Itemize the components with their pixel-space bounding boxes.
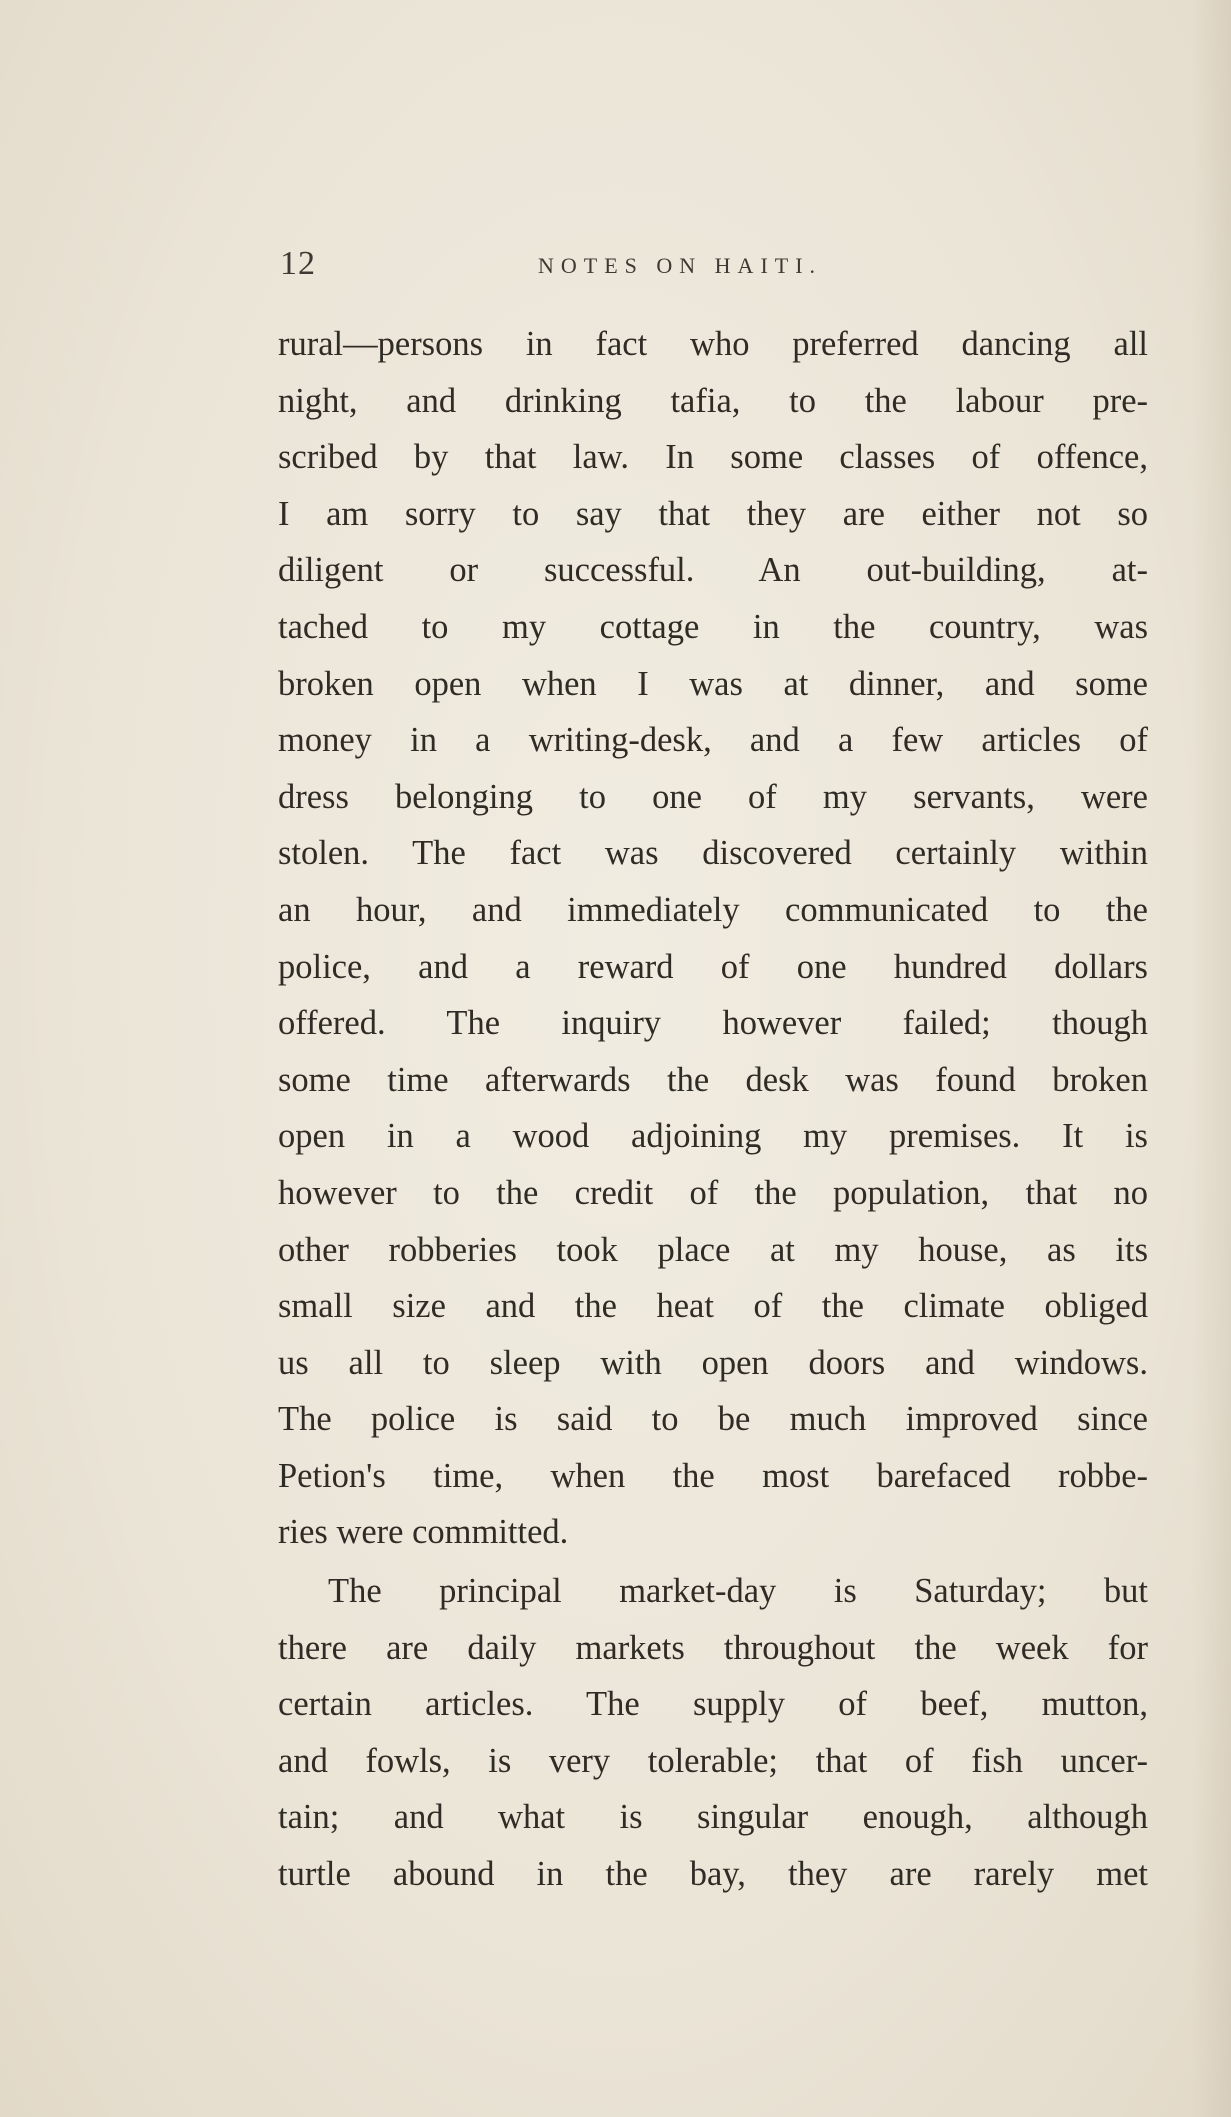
text-line: other robberies took place at my house, as its [278, 1230, 1148, 1269]
text-line: money in a writing-desk, and a few articles of [278, 721, 1148, 760]
text-line: dress belonging to one of my servants, were [278, 777, 1148, 816]
page-edge-shadow [1191, 0, 1231, 2117]
text-line: ries were committed. [278, 1513, 569, 1552]
text-line: small size and the heat of the climate obliged [278, 1287, 1148, 1326]
paragraph-1 [278, 316, 1148, 1561]
text-line: there are daily markets throughout the week for [278, 1628, 1148, 1667]
text-line: broken open when I was at dinner, and some [278, 664, 1148, 703]
page-number: 12 [280, 245, 316, 282]
text-line: and fowls, is very tolerable; that of fish uncer- [278, 1741, 1148, 1780]
text-line: offered. The inquiry however failed; though [278, 1004, 1148, 1043]
text-line: tached to my cottage in the country, was [278, 607, 1148, 646]
text-line: turtle abound in the bay, they are rarely met [278, 1855, 1148, 1894]
page-header [280, 245, 1140, 285]
text-line: tain; and what is singular enough, although [278, 1798, 1148, 1837]
text-line: some time afterwards the desk was found broken [278, 1060, 1148, 1099]
text-line: stolen. The fact was discovered certainly within [278, 834, 1148, 873]
text-line: I am sorry to say that they are either not so [278, 494, 1148, 533]
text-line: scribed by that law. In some classes of offence, [278, 438, 1148, 477]
text-line: The police is said to be much improved since [278, 1400, 1148, 1439]
text-line: open in a wood adjoining my premises. It is [278, 1117, 1148, 1156]
text-line: The principal market-day is Saturday; but [328, 1572, 1148, 1611]
running-head: NOTES ON HAITI. [538, 253, 823, 278]
text-line: rural—persons in fact who preferred dancing all [278, 325, 1148, 363]
text-line: diligent or successful. An out-building, at- [278, 551, 1148, 590]
body-text [278, 316, 1148, 1903]
text-line: however to the credit of the population, that no [278, 1173, 1148, 1212]
text-line: certain articles. The supply of beef, mutton, [278, 1685, 1148, 1724]
text-line: Petion's time, when the most barefaced robbe- [278, 1456, 1148, 1495]
paragraph-2 [278, 1563, 1148, 1903]
text-line: an hour, and immediately communicated to the [278, 890, 1148, 929]
text-line: night, and drinking tafia, to the labour pre- [278, 381, 1148, 420]
text-line: us all to sleep with open doors and windows. [278, 1343, 1148, 1382]
text-line: police, and a reward of one hundred dollars [278, 947, 1148, 986]
